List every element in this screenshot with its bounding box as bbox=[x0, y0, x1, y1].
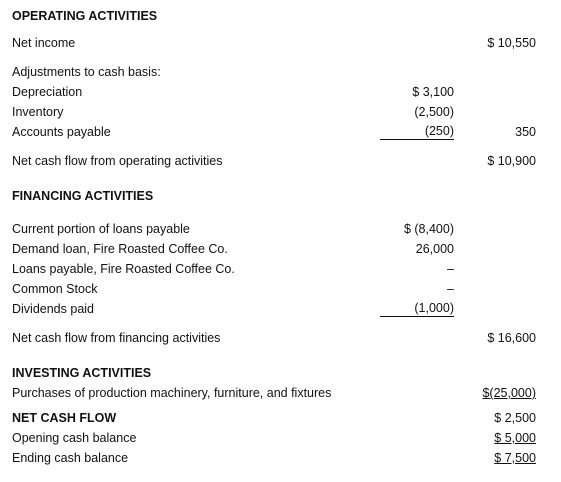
operating-net-row bbox=[0, 152, 561, 170]
dividends-label: Dividends paid bbox=[12, 302, 94, 316]
current-portion-value: $ (8,400) bbox=[403, 222, 454, 236]
depreciation-row bbox=[0, 83, 561, 101]
ending-balance-value: $ 7,500 bbox=[494, 451, 536, 465]
purchases-label: Purchases of production machinery, furniture, and fixtures bbox=[12, 386, 332, 400]
financing-net-label: Net cash flow from financing activities bbox=[12, 331, 221, 345]
operating-net-label: Net cash flow from operating activities bbox=[12, 154, 223, 168]
financing-net-row bbox=[0, 329, 561, 347]
net-income-value: $ 10,550 bbox=[487, 36, 536, 50]
operating-heading: OPERATING ACTIVITIES bbox=[12, 9, 158, 23]
loans-payable-value: – bbox=[447, 262, 454, 276]
adjustments-label: Adjustments to cash basis: bbox=[12, 65, 161, 79]
common-stock-value: – bbox=[447, 282, 454, 296]
dividends-value: (1,000) bbox=[380, 300, 454, 317]
adjustments-row bbox=[0, 63, 561, 81]
purchases-row bbox=[0, 384, 561, 402]
opening-balance-value: $ 5,000 bbox=[494, 431, 536, 445]
accounts-payable-row bbox=[0, 123, 561, 141]
investing-heading-row bbox=[0, 364, 561, 382]
current-portion-label: Current portion of loans payable bbox=[12, 222, 190, 236]
net-cash-flow-row bbox=[0, 409, 561, 427]
operating-net-value: $ 10,900 bbox=[487, 154, 536, 168]
loans-payable-label: Loans payable, Fire Roasted Coffee Co. bbox=[12, 262, 235, 276]
ending-balance-row bbox=[0, 449, 561, 467]
accounts-payable-label: Accounts payable bbox=[12, 125, 111, 139]
net-cash-flow-label: NET CASH FLOW bbox=[12, 411, 117, 425]
net-income-row bbox=[0, 34, 561, 52]
operating-heading-row bbox=[0, 7, 561, 25]
financing-heading: FINANCING ACTIVITIES bbox=[12, 189, 154, 203]
demand-loan-row bbox=[0, 240, 561, 258]
opening-balance-row bbox=[0, 429, 561, 447]
opening-balance-label: Opening cash balance bbox=[12, 431, 137, 445]
demand-loan-value: 26,000 bbox=[415, 242, 454, 256]
purchases-value: $(25,000) bbox=[482, 386, 536, 400]
net-income-label: Net income bbox=[12, 36, 76, 50]
investing-heading: INVESTING ACTIVITIES bbox=[12, 366, 152, 380]
current-portion-row bbox=[0, 220, 561, 238]
dividends-row bbox=[0, 300, 561, 318]
financing-heading-row bbox=[0, 187, 561, 205]
accounts-payable-subtotal: 350 bbox=[515, 125, 536, 139]
inventory-row bbox=[0, 103, 561, 121]
ending-balance-label: Ending cash balance bbox=[12, 451, 129, 465]
demand-loan-label: Demand loan, Fire Roasted Coffee Co. bbox=[12, 242, 228, 256]
inventory-value: (2,500) bbox=[414, 105, 454, 119]
common-stock-label: Common Stock bbox=[12, 282, 98, 296]
accounts-payable-value: (250) bbox=[380, 123, 454, 140]
net-cash-flow-value: $ 2,500 bbox=[494, 411, 536, 425]
loans-payable-row bbox=[0, 260, 561, 278]
financing-net-value: $ 16,600 bbox=[487, 331, 536, 345]
common-stock-row bbox=[0, 280, 561, 298]
inventory-label: Inventory bbox=[12, 105, 64, 119]
depreciation-label: Depreciation bbox=[12, 85, 83, 99]
depreciation-value: $ 3,100 bbox=[412, 85, 454, 99]
